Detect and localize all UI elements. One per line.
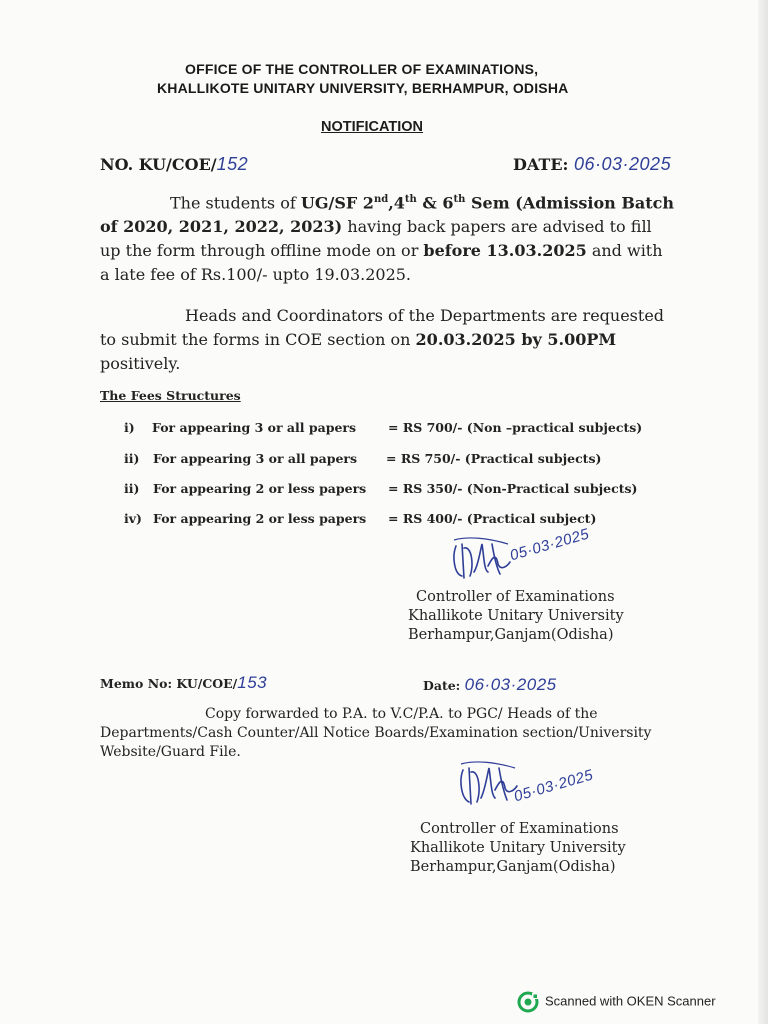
notification-number xyxy=(100,154,248,175)
oken-scanner-logo-icon xyxy=(517,991,539,1013)
notification-date-handwritten: 06·03·2025 xyxy=(574,154,672,174)
notification-date xyxy=(513,154,671,175)
notification-date-label: DATE: xyxy=(513,155,569,174)
fees-structure-title: The Fees Structures xyxy=(100,388,241,403)
notification-title: NOTIFICATION xyxy=(321,119,424,135)
scan-edge-shadow xyxy=(758,0,768,1024)
memo-number xyxy=(100,673,267,693)
scanner-watermark-text: Scanned with OKEN Scanner xyxy=(545,993,716,1009)
memo-date-handwritten: 06·03·2025 xyxy=(464,675,557,694)
scanner-watermark xyxy=(517,991,716,1013)
signature-underline-icon xyxy=(500,533,508,541)
memo-number-label: Memo No: KU/COE/ xyxy=(100,676,238,691)
paragraph-heads-coordinators: Heads and Coordinators of the Departments are requested to submit the forms in COE section on 20.03.2025 by 5.00PM positively. xyxy=(100,306,665,373)
signature-block: Controller of Examinations Khallikote Unitary University Berhampur,Ganjam(Odisha) xyxy=(410,821,626,875)
signature-block: Controller of Examinations Khallikote Unitary University Berhampur,Ganjam(Odisha) xyxy=(408,589,624,643)
paragraph-back-papers: The students of UG/SF 2nd,4th & 6th Sem (Admission Batch of 2020, 2021, 2022, 2023) having back papers are advised to fill up the form through offline mode on or before 13.03.2025 and with a late fee of Rs.100/- upto 19.03.2025. xyxy=(100,193,675,285)
notification-page: OFFICE OF THE CONTROLLER OF EXAMINATIONS, KHALLIKOTE UNITARY UNIVERSITY, BERHAMPUR, ODISHA NOTIFICATION NO. KU/COE/152 DATE: 06·03·2025 The students of UG/SF 2nd,4th & 6th Sem (Admission Batch of 2020, 2021, 2022, 2023) having back papers are advised to fill up the form through offline mode on or before 13.03.2025 and with a late fee of Rs.100/- upto 19.03.2025. Heads and Coordinators of the Departments are requested to submit the forms in COE section on 20.03.2025 by 5.00PM positively. The Fees Structures i) For appearing 3 or all papers = RS 700/- (Non –practical subjects) ii) For appearing 3 or all papers = RS 750/- (Practical subjects) ii) For appearing 2 or less papers = RS 350/- (Non-Practical subjects) iv) For appearing 2 or less papers = RS 400/- (Practical subject) 05·03·2025 Controller of Examinations Khallikote Unitary University Berhampur,Ganjam(Odisha) Memo No: KU/COE/153 Date: 06·03·2025 Copy forwarded to P.A. to V.C/P.A. to PGC/ Heads of the Departments/Cash Counter/All Notice Boards/Examination section/University Website/Guard File. 05·03·2025 Controller of Examinations Khallikote Unitary University Berhampur,Ganjam(Odisha) Scanned with OKEN Scanner xyxy=(0,0,768,1024)
office-heading: OFFICE OF THE CONTROLLER OF EXAMINATIONS, xyxy=(185,61,539,77)
notification-number-handwritten: 152 xyxy=(216,154,249,174)
memo-number-handwritten: 153 xyxy=(237,673,268,692)
signature-date-handwritten: 05·03·2025 xyxy=(512,766,596,806)
notification-number-label: NO. KU/COE/ xyxy=(100,155,217,174)
memo-copy-text: Copy forwarded to P.A. to V.C/P.A. to PGC/ Heads of the Departments/Cash Counter/All Notice Boards/Examination section/University Website/Guard File. xyxy=(100,706,652,760)
memo-date xyxy=(423,675,557,695)
signature-date-handwritten: 05·03·2025 xyxy=(508,525,592,565)
memo-date-label: Date: xyxy=(423,678,461,693)
university-heading: KHALLIKOTE UNITARY UNIVERSITY, BERHAMPUR, ODISHA xyxy=(157,80,569,96)
